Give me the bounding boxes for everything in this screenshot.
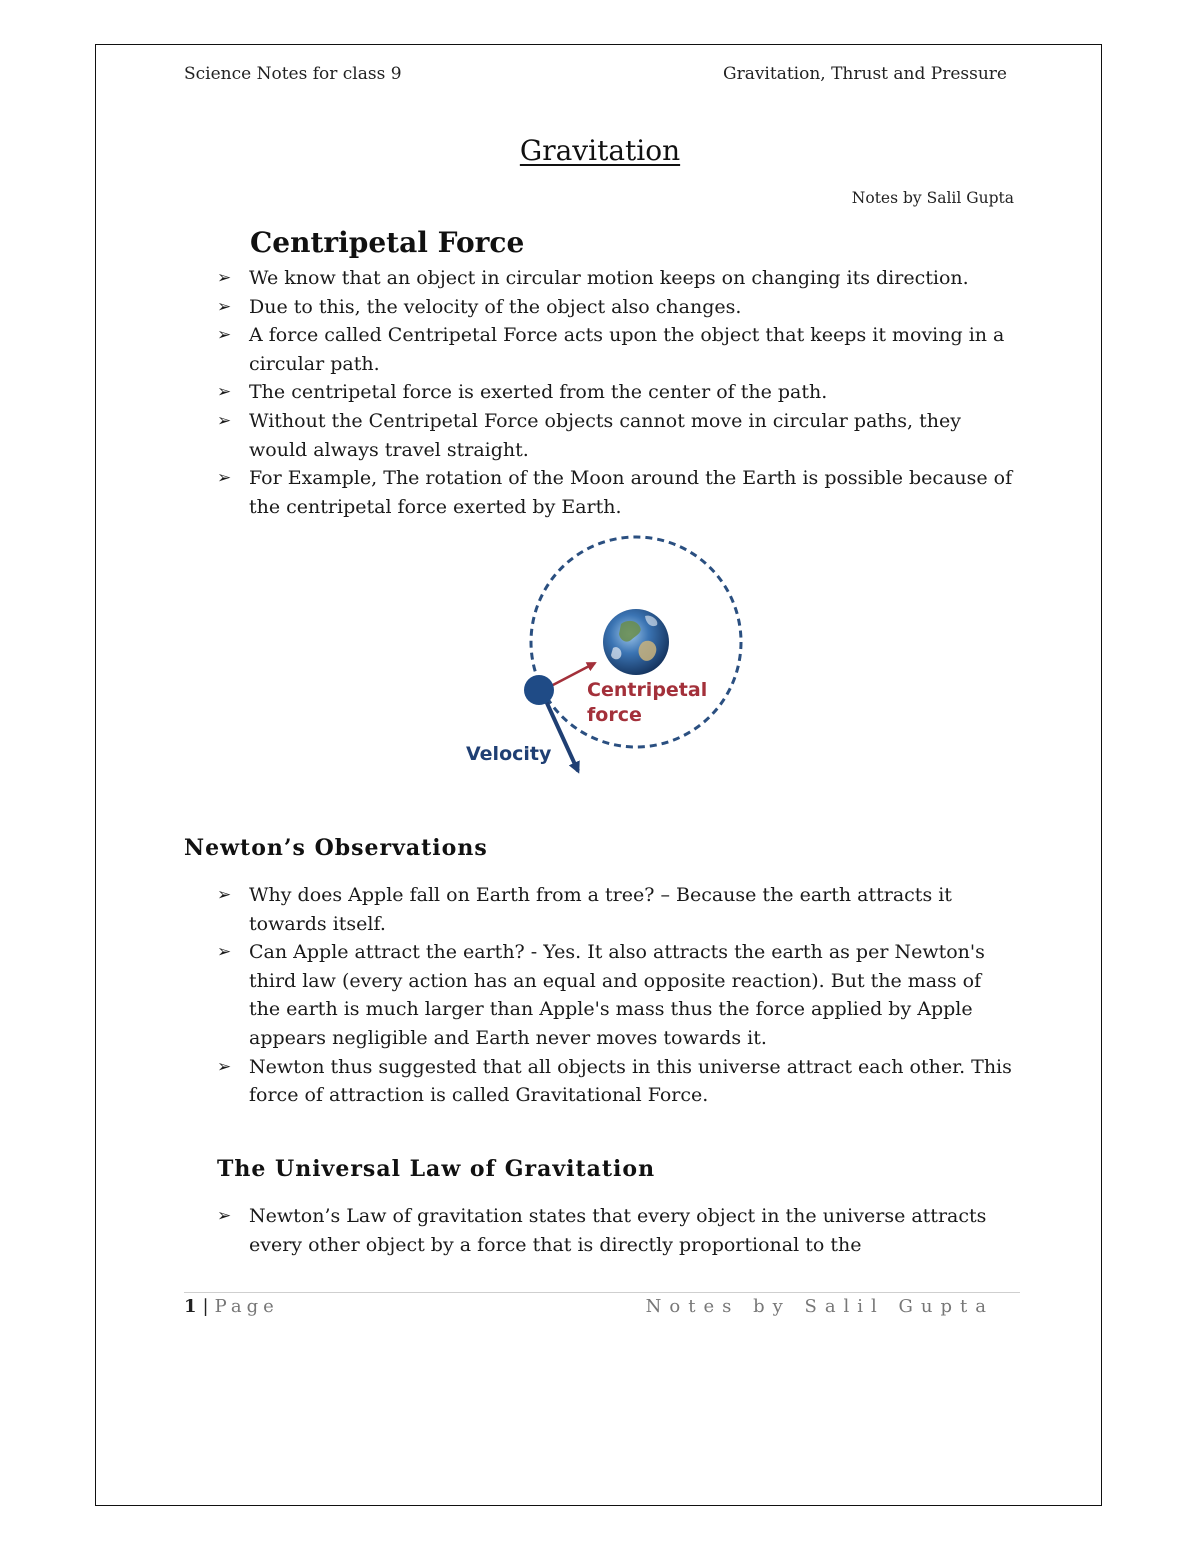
centripetal-force-diagram bbox=[455, 530, 765, 780]
page-title: Gravitation bbox=[519, 134, 681, 167]
footer-divider bbox=[184, 1292, 1020, 1293]
page-word: Page bbox=[214, 1296, 279, 1317]
arrow-bullet-icon: ➢ bbox=[217, 325, 232, 346]
bullet-text: We know that an object in circular motion keeps on changing its direction. bbox=[249, 267, 969, 289]
bullet-text: Newton’s Law of gravitation states that every object in the universe attracts every other object by a force that is directly proportional to the bbox=[249, 1205, 987, 1256]
list-item bbox=[217, 464, 1017, 521]
arrow-bullet-icon: ➢ bbox=[217, 296, 232, 317]
centripetal-label-line2: force bbox=[587, 704, 642, 726]
footer-separator: | bbox=[202, 1296, 209, 1317]
list-item bbox=[217, 1053, 1017, 1110]
list-item bbox=[217, 881, 1017, 938]
velocity-label: Velocity bbox=[466, 743, 552, 765]
header-right: Gravitation, Thrust and Pressure bbox=[722, 64, 1007, 84]
bullet-text: Why does Apple fall on Earth from a tree? – Because the earth attracts it towards itself. bbox=[249, 884, 952, 935]
orbiting-object bbox=[524, 675, 554, 705]
arrow-bullet-icon: ➢ bbox=[217, 468, 232, 489]
arrow-bullet-icon: ➢ bbox=[217, 885, 232, 905]
earth-icon bbox=[603, 609, 669, 675]
bullet-text: For Example, The rotation of the Moon around the Earth is possible because of the centripetal force exerted by Earth. bbox=[249, 467, 1013, 518]
footer-author: Notes by Salil Gupta bbox=[645, 1296, 994, 1317]
footer-page-indicator bbox=[184, 1296, 279, 1317]
bullet-text: Without the Centripetal Force objects cannot move in circular paths, they would always travel straight. bbox=[249, 409, 961, 461]
heading-newtons-observations: Newton’s Observations bbox=[184, 835, 488, 861]
arrow-bullet-icon: ➢ bbox=[217, 942, 232, 963]
list-item bbox=[217, 264, 1017, 293]
list-item bbox=[217, 293, 1017, 322]
universal-bullet-list bbox=[217, 1202, 1017, 1259]
arrow-bullet-icon: ➢ bbox=[217, 268, 232, 288]
list-item bbox=[217, 378, 1017, 407]
list-item bbox=[217, 321, 1017, 378]
bullet-text: A force called Centripetal Force acts upon the object that keeps it moving in a circular path. bbox=[249, 324, 1005, 375]
byline: Notes by Salil Gupta bbox=[851, 189, 1014, 207]
header-left: Science Notes for class 9 bbox=[184, 64, 402, 84]
arrow-bullet-icon: ➢ bbox=[217, 1056, 232, 1077]
bullet-text: Can Apple attract the earth? - Yes. It also attracts the earth as per Newton's third law (every action has an equal and opposite reaction). But the mass of the earth is much larger than Apple's mass thus the force applied by Apple appears negligible and Earth never moves towards it. bbox=[249, 941, 985, 1049]
bullet-text: Newton thus suggested that all objects in this universe attract each other. This force of attraction is called Gravitational Force. bbox=[249, 1055, 1012, 1107]
list-item bbox=[217, 938, 1017, 1052]
heading-universal-law: The Universal Law of Gravitation bbox=[217, 1156, 656, 1182]
centripetal-label-line1: Centripetal bbox=[587, 679, 708, 701]
page-number: 1 bbox=[184, 1296, 197, 1317]
arrow-bullet-icon: ➢ bbox=[217, 382, 232, 403]
arrow-bullet-icon: ➢ bbox=[217, 1206, 232, 1226]
centripetal-bullet-list bbox=[217, 264, 1017, 521]
newton-bullet-list bbox=[217, 881, 1017, 1110]
list-item bbox=[217, 1202, 1017, 1259]
list-item bbox=[217, 407, 1017, 464]
arrow-bullet-icon: ➢ bbox=[217, 410, 232, 431]
bullet-text: The centripetal force is exerted from the center of the path. bbox=[249, 381, 828, 404]
bullet-text: Due to this, the velocity of the object also changes. bbox=[249, 295, 742, 318]
heading-centripetal-force: Centripetal Force bbox=[250, 226, 525, 259]
